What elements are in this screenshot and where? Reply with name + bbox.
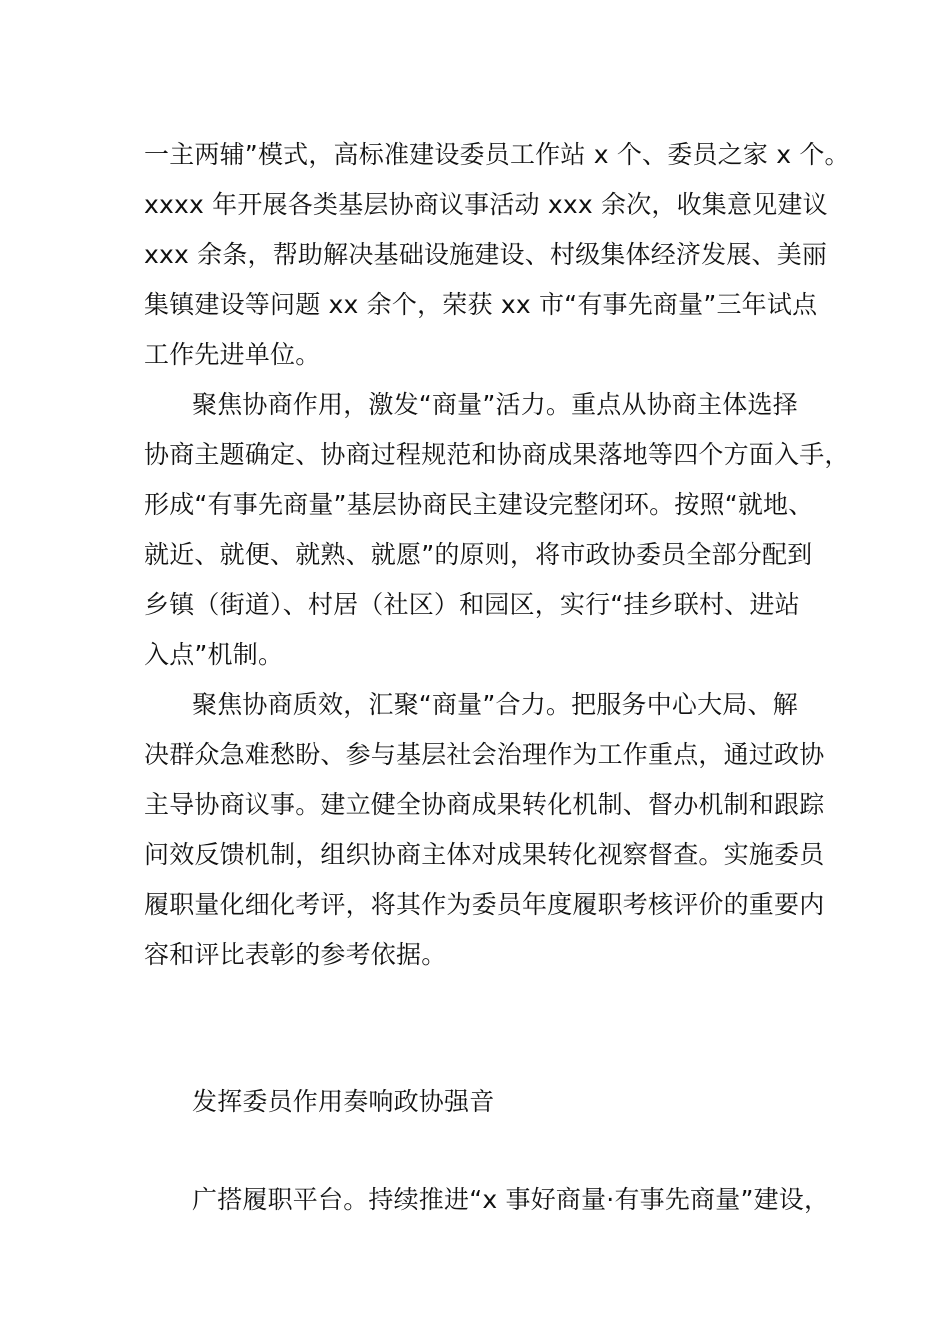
text-line: 聚焦协商作用，激发“商量”活力。重点从协商主体选择 [192, 390, 798, 419]
paragraph-1 [144, 130, 850, 380]
paragraph-3 [144, 680, 824, 980]
text-line: 乡镇（街道）、村居（社区）和园区，实行“挂乡联村、进站 [144, 590, 800, 619]
text-line: 就近、就便、就熟、就愿”的原则，将市政协委员全部分配到 [144, 540, 813, 569]
text-line: 一主两辅”模式，高标准建设委员工作站 x 个、委员之家 x 个。 [144, 140, 850, 169]
text-line: 决群众急难愁盼、参与基层社会治理作为工作重点，通过政协 [144, 740, 825, 769]
text-line: 履职量化细化考评，将其作为委员年度履职考核评价的重要内 [144, 890, 825, 919]
paragraph-4 [144, 1175, 830, 1225]
heading-text: 发挥委员作用奏响政协强音 [192, 1087, 495, 1116]
text-line: xxxx 年开展各类基层协商议事活动 xxx 余次，收集意见建议 [144, 190, 828, 219]
text-line: 协商主题确定、协商过程规范和协商成果落地等四个方面入手， [144, 440, 850, 469]
text-line: 集镇建设等问题 xx 余个，荣获 xx 市“有事先商量”三年试点 [144, 290, 818, 319]
text-line: 入点”机制。 [144, 640, 284, 669]
text-line: 容和评比表彰的参考依据。 [144, 940, 447, 969]
text-line: 工作先进单位。 [144, 340, 321, 369]
text-line: 问效反馈机制，组织协商主体对成果转化视察督查。实施委员 [144, 840, 825, 869]
text-line: xxx 余条，帮助解决基础设施建设、村级集体经济发展、美丽 [144, 240, 828, 269]
section-heading [144, 1077, 824, 1127]
text-line: 广搭履职平台。持续推进“x 事好商量·有事先商量”建设， [192, 1185, 830, 1214]
text-line: 形成“有事先商量”基层协商民主建设完整闭环。按照“就地、 [144, 490, 814, 519]
text-line: 主导协商议事。建立健全协商成果转化机制、督办机制和跟踪 [144, 790, 825, 819]
text-line: 聚焦协商质效，汇聚“商量”合力。把服务中心大局、解 [192, 690, 798, 719]
paragraph-2 [144, 380, 850, 680]
